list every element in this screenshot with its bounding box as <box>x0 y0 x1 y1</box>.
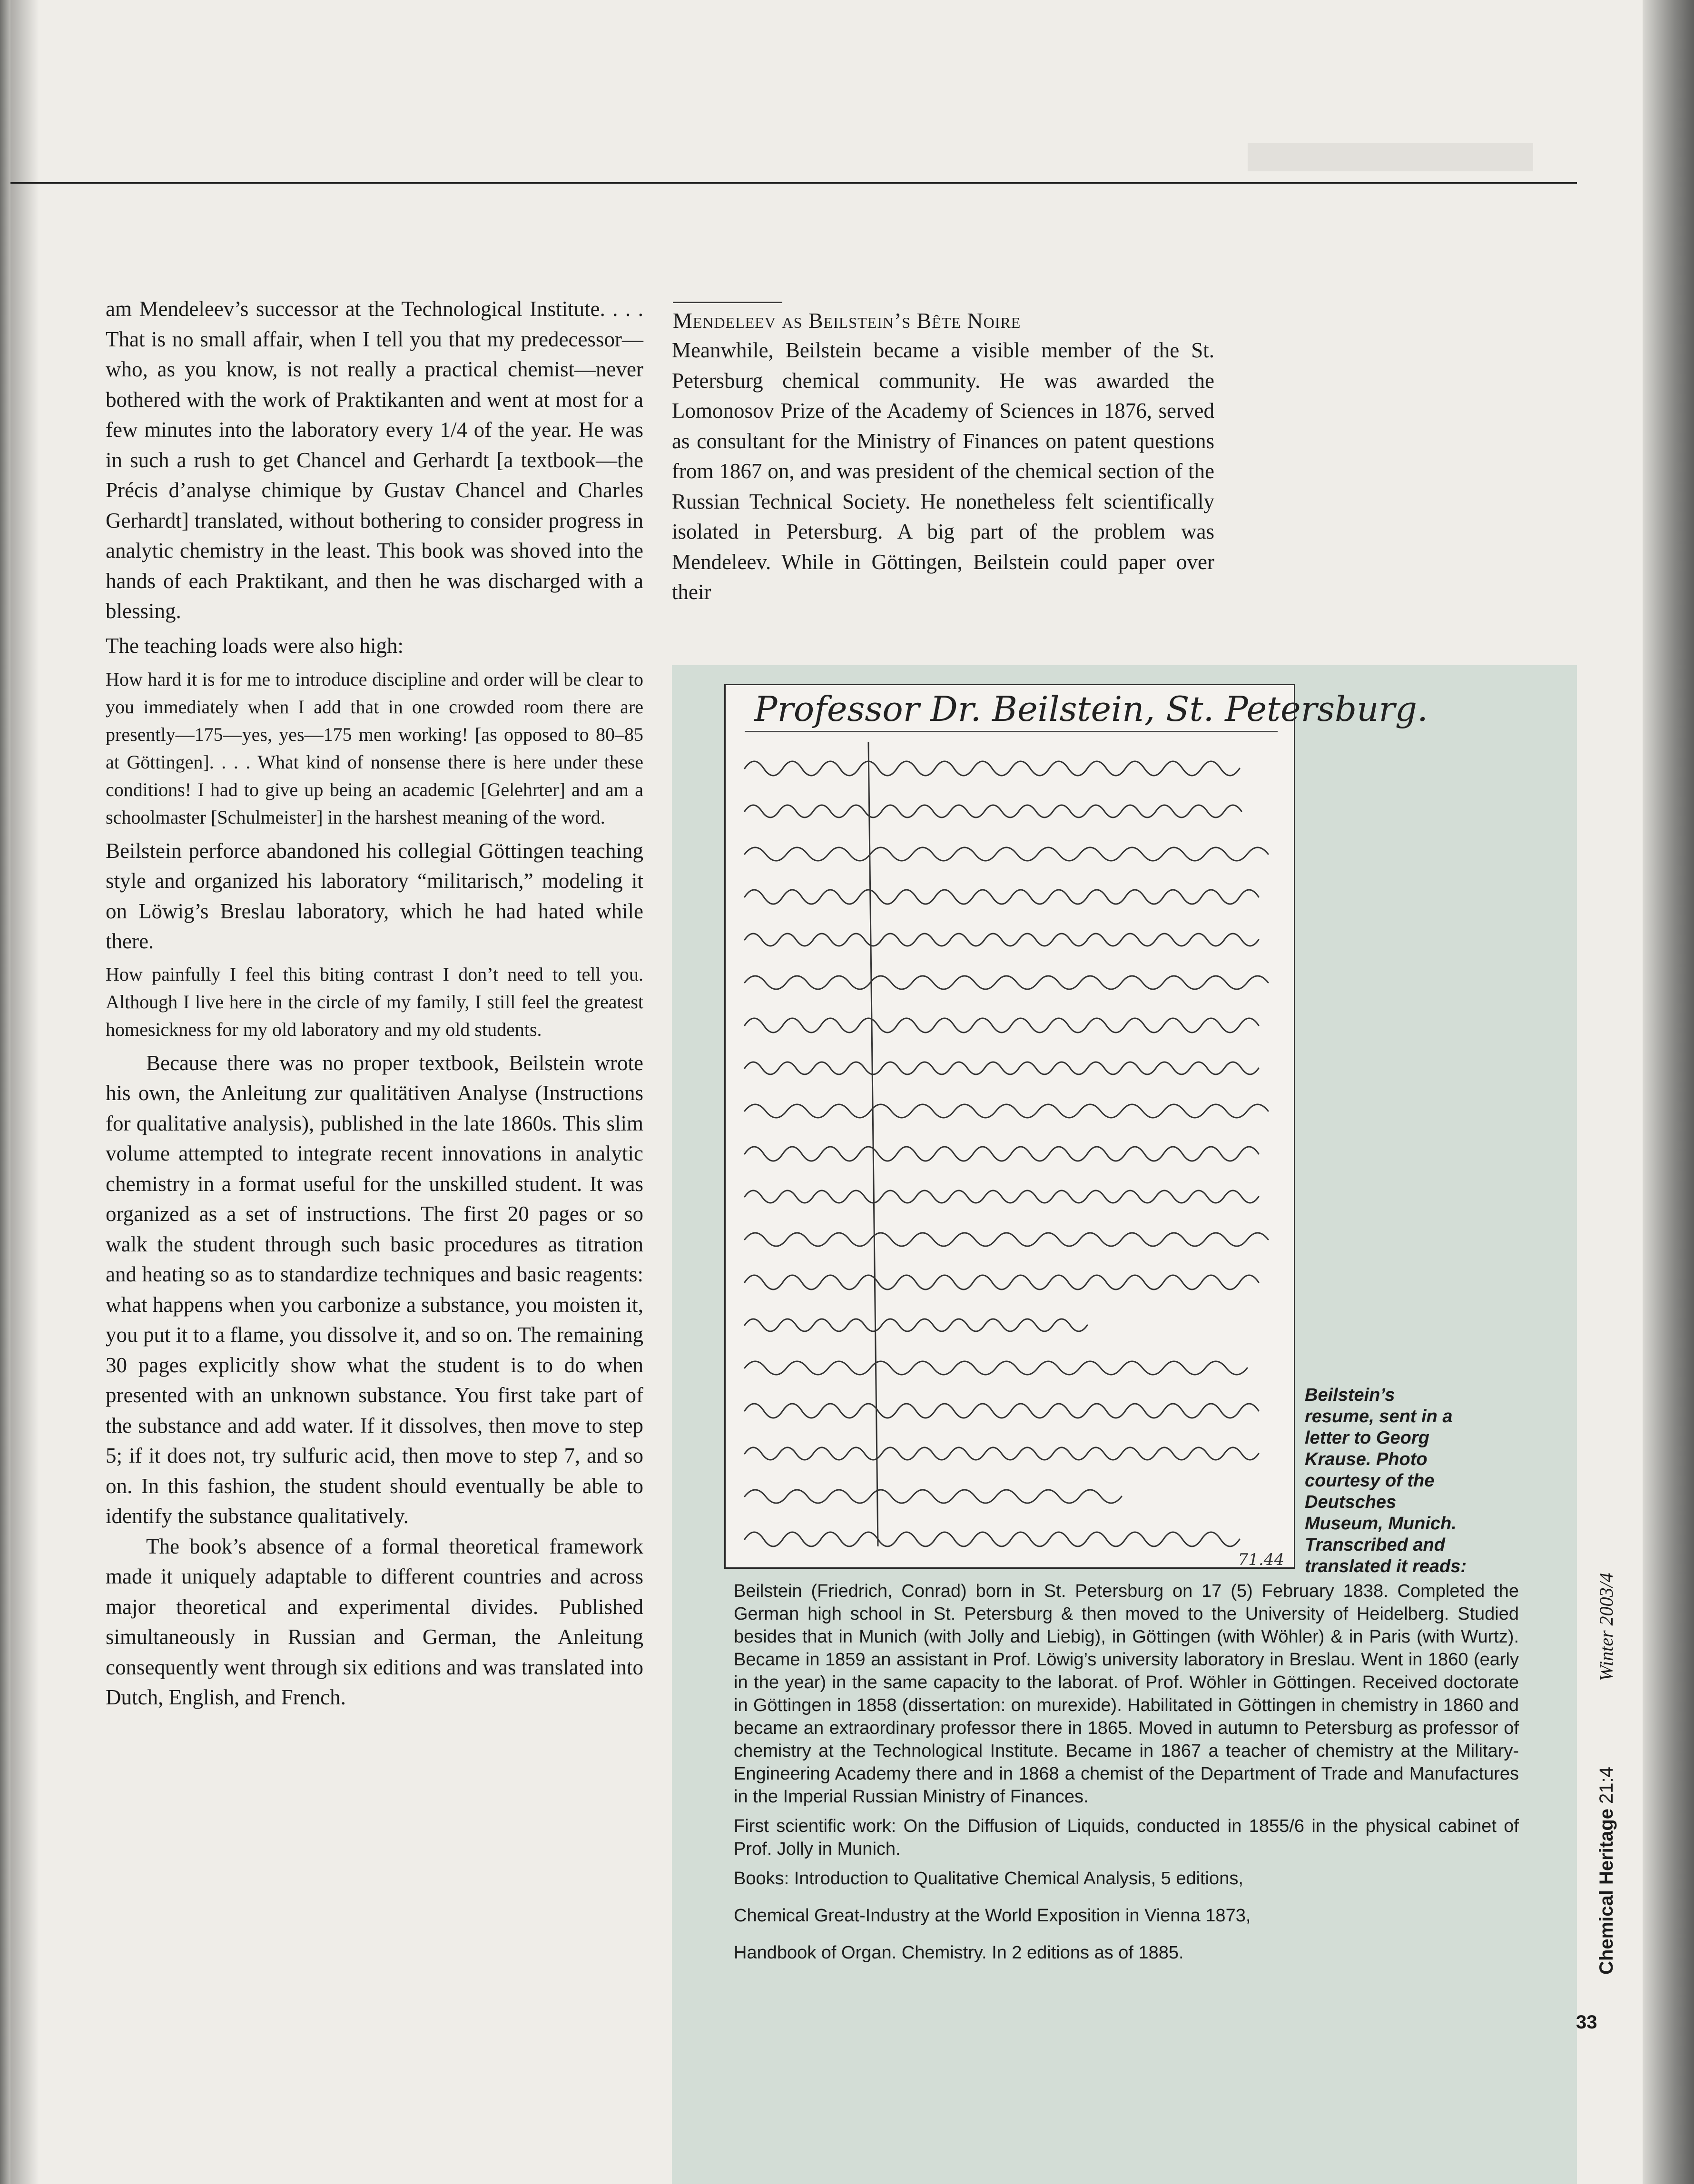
footer-issue-date: Winter 2003/4 <box>1596 1573 1617 1682</box>
transcript-paragraph-first-work: First scientific work: On the Diffusion of Liquids, conducted in 1855/6 in the physical cabinet of Prof. Jolly in Munich. <box>734 1816 1519 1859</box>
block-quote-1: How hard it is for me to introduce discipline and order will be clear to you immediately when I add that in one crowded room there are presently—175—yes, yes—175 men working! [as opposed to 80–85 at Göttingen]. . . . What kind of nonsense there is here under these conditions! I had to give up being an academic [Gelehrter] and am a schoolmaster [Schulmeister] in the harshest meaning of the word. <box>106 668 643 828</box>
block-quote-2: How painfully I feel this biting contrast I don’t need to tell you. Although I live here in the circle of my family, I still feel the greatest homesickness for my old laboratory and my old students. <box>106 963 643 1040</box>
left-paragraph-4: The book’s absence of a formal theoretical framework made it uniquely adaptable to different countries and across major theoretical and experimental divides. Published simultaneously in Russian and German, the Anleitung consequently went through six editions and was translated into Dutch, English, and French. <box>106 1534 643 1709</box>
transcript-block <box>734 1580 1519 1978</box>
left-paragraph-1: am Mendeleev’s successor at the Technological Institute. . . . That is no small affair, when I tell you that my predecessor—who, as you know, is not really a practical chemist—never bothered with the work of Praktikanten and went at most for a few minutes into the laboratory every 1/4 of the year. He was in such a rush to get Chancel and Gerhardt [a textbook—the Précis d’analyse chimique by Gustav Chancel and Charles Gerhardt] translated, without bothering to consider progress in analytic chemistry in the least. This book was shoved into the hands of each Praktikant, and then he was discharged with a blessing. <box>106 297 643 623</box>
left-paragraph-2: Beilstein perforce abandoned his collegial Göttingen teaching style and organized his laboratory “militarisch,” modeling it on Löwig’s Breslau laboratory, which he had hated while there. <box>106 838 643 953</box>
magazine-page <box>10 0 1643 2184</box>
transcript-books-3: Handbook of Organ. Chemistry. In 2 editions as of 1885. <box>734 1943 1184 1963</box>
top-rule <box>10 182 1577 184</box>
running-footer <box>1581 1475 1617 1975</box>
left-column <box>106 294 643 1713</box>
manuscript-title: Professor Dr. Beilstein, St. Petersburg. <box>754 689 1428 729</box>
page-number: 33 <box>1576 2012 1597 2033</box>
binding-edge <box>0 0 10 2184</box>
manuscript-catalog-number: 71.44 <box>1238 1550 1284 1569</box>
heading-rule <box>673 302 782 303</box>
transcript-paragraph-main: Beilstein (Friedrich, Conrad) born in St. Petersburg on 17 (5) February 1838. Completed the German high school in St. Petersburg & then moved to the University of Heidelberg. Studied besides that in Munich (with Jolly and Liebig), in Göttingen (with Wöhler) & in Paris (with Wurtz). Became in 1859 an assistant in Prof. Löwig’s university laboratory in Breslau. Went in 1860 (early in the year) in the same capacity to the laborat. of Prof. Wöhler in Göttingen. Received doctorate in Göttingen in 1858 (dissertation: on murexide). Habilitated in Göttingen in chemistry in 1860 and became an extraordinary professor there in 1865. Moved in autumn to Petersburg as professor of chemistry at the Technological Institute. Became in 1867 a teacher of chemistry at the Military-Engineering Academy there and in 1868 a chemist of the Department of Trade and Manufactures in the Imperial Russian Ministry of Finances. <box>734 1581 1519 1807</box>
right-column <box>672 335 1214 608</box>
bleed-through-shape <box>1248 143 1533 171</box>
footer-volume: 21:4 <box>1596 1767 1617 1804</box>
right-paragraph-1: Meanwhile, Beilstein became a visible member of the St. Petersburg chemical community. He was awarded the Lomonosov Prize of the Academy of Sciences in 1876, served as consultant for the Ministry of Finances on patent questions from 1867 on, and was president of the chemical section of the Russian Technical Society. He nonetheless felt scientifically isolated in Petersburg. A big part of the problem was Mendeleev. While in Göttingen, Beilstein could paper over their <box>672 338 1214 604</box>
left-paragraph-3: Because there was no proper textbook, Beilstein wrote his own, the Anleitung zur qualitätiven Analyse (Instructions for qualitative analysis), published in the late 1860s. This slim volume attempted to integrate recent innovations in analytic chemistry in a format useful for the unskilled student. It was organized as a set of instructions. The first 20 pages or so walk the student through such basic procedures as titration and heating so as to standardize techniques and basic reagents: what happens when you carbonize a substance, you moisten it, you put it to a flame, you dissolve it, and so on. The remaining 30 pages explicitly show what the student is to do when presented with an unknown substance. You first take part of the substance and add water. If it dissolves, then move to step 5; if it does not, try sulfuric acid, then move to step 7, and so on. In this fashion, the student should eventually be able to identify the substance qualitatively. <box>106 1051 643 1528</box>
handwriting-scribbles <box>726 685 1297 1570</box>
figure-caption: Beilstein’s resume, sent in a letter to Georg Krause. Photo courtesy of the Deutsches Museum, Munich. Transcribed and translated it reads: <box>1305 1385 1467 1576</box>
transcript-books-2: Chemical Great-Industry at the World Exposition in Vienna 1873, <box>734 1906 1251 1926</box>
manuscript-underline <box>745 731 1278 732</box>
gutter-shadow <box>10 0 39 2184</box>
footer-brand: Chemical Heritage <box>1596 1808 1617 1975</box>
section-heading: Mendeleev as Beilstein’s Bête Noire <box>673 308 1021 333</box>
left-lead-1: The teaching loads were also high: <box>106 633 404 658</box>
transcript-books-1: Books: Introduction to Qualitative Chemical Analysis, 5 editions, <box>734 1869 1243 1889</box>
page-stack-edge <box>1643 0 1694 2184</box>
